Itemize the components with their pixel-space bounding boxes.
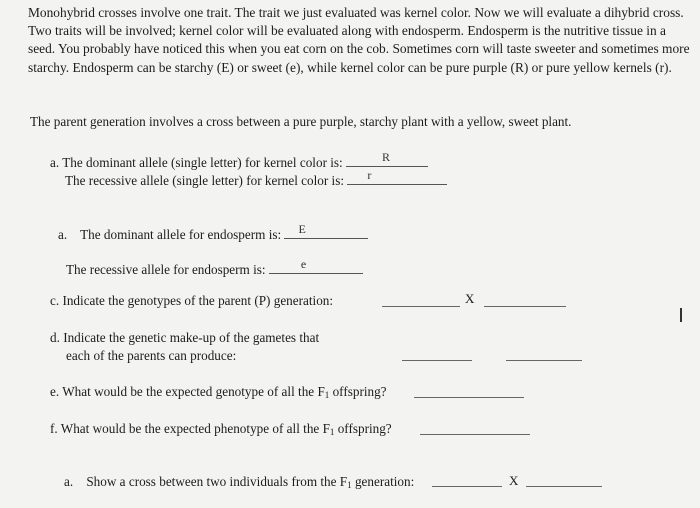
dominant-kernel-blank[interactable]: [346, 152, 428, 167]
question-f-subscript: 1: [329, 427, 335, 437]
question-g-subscript: 1: [347, 480, 352, 490]
gamete-blank-1[interactable]: [402, 360, 472, 361]
parent-genotype-blank-2[interactable]: [484, 306, 566, 307]
question-b-dominant-endosperm: [58, 224, 368, 243]
f1-cross-symbol: X: [509, 473, 519, 488]
question-b-recessive-text: The recessive allele for endosperm is:: [66, 262, 266, 277]
parent-generation-sentence: The parent generation involves a cross between a pure purple, starchy plant with a yellow, sweet plant.: [30, 114, 572, 129]
question-e-subscript: 1: [324, 390, 330, 400]
question-a-marker: a.: [50, 155, 60, 170]
question-a-recessive-text: The recessive allele (single letter) for kernel color is:: [65, 173, 345, 188]
f1-phenotype-blank[interactable]: [420, 434, 530, 435]
question-c-parent-genotypes: c. Indicate the genotypes of the parent (P) generation:: [50, 293, 334, 308]
recessive-kernel-answer: r: [367, 168, 372, 182]
question-a-recessive-kernel: [65, 170, 447, 189]
question-e-text-end: offspring?: [329, 384, 387, 399]
dominant-endosperm-blank[interactable]: [284, 224, 368, 239]
question-f-f1-phenotype: [50, 421, 392, 437]
question-f-text: f. What would be the expected phenotype of all the F: [50, 421, 330, 436]
text-cursor: [680, 308, 682, 322]
question-g-marker: a.: [64, 474, 74, 489]
question-f-text-end: offspring?: [334, 421, 392, 436]
f1-genotype-blank[interactable]: [414, 397, 524, 398]
question-d-gametes-line1: d. Indicate the genetic make-up of the gametes that: [50, 330, 320, 345]
question-b-marker: a.: [58, 227, 68, 242]
f1-cross-blank-1[interactable]: [432, 486, 502, 487]
gamete-blank-2[interactable]: [506, 360, 582, 361]
question-b-recessive-endosperm: [66, 259, 363, 278]
question-a-dominant-text: The dominant allele (single letter) for kernel color is:: [62, 155, 343, 170]
f1-cross-blank-2[interactable]: [526, 486, 602, 487]
question-e-text: e. What would be the expected genotype of all the F: [50, 384, 325, 399]
question-d-gametes-line2: each of the parents can produce:: [66, 348, 237, 363]
recessive-kernel-blank[interactable]: [347, 170, 447, 185]
question-e-f1-genotype: [50, 384, 387, 400]
question-a-dominant-kernel: [50, 152, 428, 171]
question-g-text-end: generation:: [351, 474, 415, 489]
recessive-endosperm-answer: e: [300, 257, 307, 271]
question-g-text: Show a cross between two individuals from the F: [86, 474, 348, 489]
recessive-endosperm-blank[interactable]: [269, 259, 363, 274]
question-b-dominant-text: The dominant allele for endosperm is:: [80, 227, 282, 242]
parent-cross-symbol: X: [465, 291, 475, 306]
dominant-endosperm-answer: E: [298, 222, 306, 236]
question-g-f1-cross: [64, 474, 414, 490]
dominant-kernel-answer: R: [382, 150, 391, 164]
parent-genotype-blank-1[interactable]: [382, 306, 460, 307]
intro-paragraph: Monohybrid crosses involve one trait. The trait we just evaluated was kernel color. Now we will evaluate a dihybrid cross. Two traits will be involved; kernel color will be evaluated along with endosperm. Endosperm is the nutritive tissue in a seed. You probably have noticed this when you eat corn on the cob. Sometimes corn will taste sweeter and sometimes more starchy. Endosperm can be starchy (E) or sweet (e), while kernel color can be pure purple (R) or pure yellow kernels (r).: [28, 5, 690, 75]
